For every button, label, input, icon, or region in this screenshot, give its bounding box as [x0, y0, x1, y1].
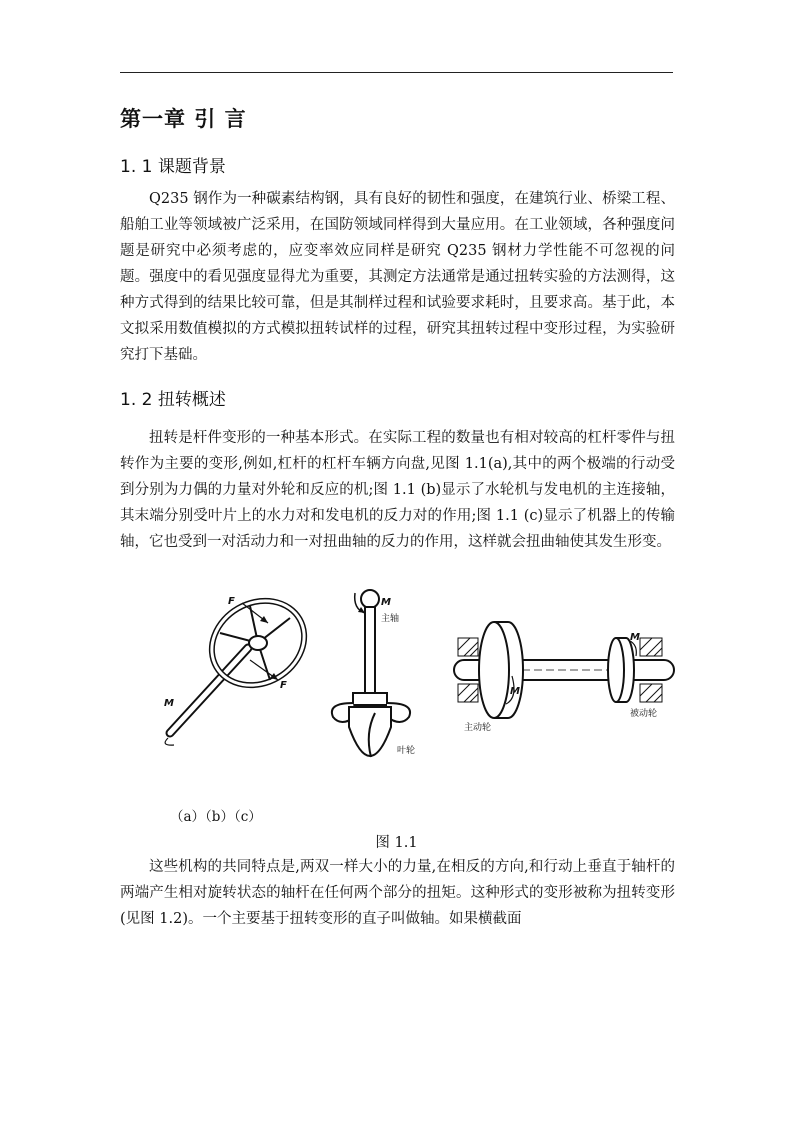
figure-c-transmission-shaft [450, 618, 682, 738]
label-moment-a: M [164, 698, 174, 709]
section-heading-torsion: 1. 2 扭转概述 [120, 390, 226, 410]
label-moment-c1: M [510, 686, 520, 697]
label-force-top: F [228, 596, 235, 607]
figure-sub-labels: （a）（b）（c） [170, 809, 262, 825]
figure-b-turbine-shaft [325, 585, 425, 775]
label-force-bottom: F [280, 680, 287, 691]
label-driving-wheel: 主动轮 [464, 723, 492, 733]
label-moment-c2: M [630, 632, 640, 643]
paragraph-after-figure: 这些机构的共同特点是,两双一样大小的力量,在相反的方向,和行动上垂直于轴杆的两端产生相对旋转状态的轴杆在任何两个部分的扭矩。这种形式的变形被称为扭转变形(见图 1.2)。一个主要基于扭转变形的直子叫做轴。如果横截面 [120, 859, 675, 927]
figure-caption: 图 1.1 [375, 835, 418, 851]
label-moment-b: M [381, 597, 391, 608]
figure-a-steering-wheel [150, 588, 310, 748]
label-impeller: 叶轮 [397, 746, 416, 756]
label-main-shaft: 主轴 [381, 614, 400, 624]
label-driven-wheel: 被动轮 [630, 709, 658, 719]
chapter-title: 第一章 引 言 [120, 107, 247, 131]
paragraph-background: Q235 钢作为一种碳素结构钢，具有良好的韧性和强度，在建筑行业、桥梁工程、船舶工业等领域被广泛采用，在国防领域同样得到大量应用。在工业领域，各种强度问题是研究中必须考虑的，应变率效应同样是研究 Q235 钢材力学性能不可忽视的问题。强度中的看见强度显得尤为重要，其测定方法通常是通过扭转实验的方法测得，这种方式得到的结果比较可靠，但是其制样过程和试验要求耗时，且要求高。基于此，本文拟采用数值模拟的方式模拟扭转试样的过程，研究其扭转过程中变形过程，为实验研究打下基础。 [120, 191, 675, 363]
paragraph-torsion: 扭转是杆件变形的一种基本形式。在实际工程的数量也有相对较高的杠杆零件与扭转作为主要的变形,例如,杠杆的杠杆车辆方向盘,见图 1.1(a),其中的两个极端的行动受到分别为力偶的力量对外轮和反应的机;图 1.1 (b)显示了水轮机与发电机的主连接轴，其末端分别受叶片上的水力对和发电机的反力对的作用;图 1.1 (c)显示了机器上的传输轴，它也受到一对活动力和一对扭曲轴的反力的作用，这样就会扭曲轴使其发生形变。 [120, 430, 675, 550]
section-heading-background: 1. 1 课题背景 [120, 157, 226, 177]
header-rule [120, 72, 673, 73]
